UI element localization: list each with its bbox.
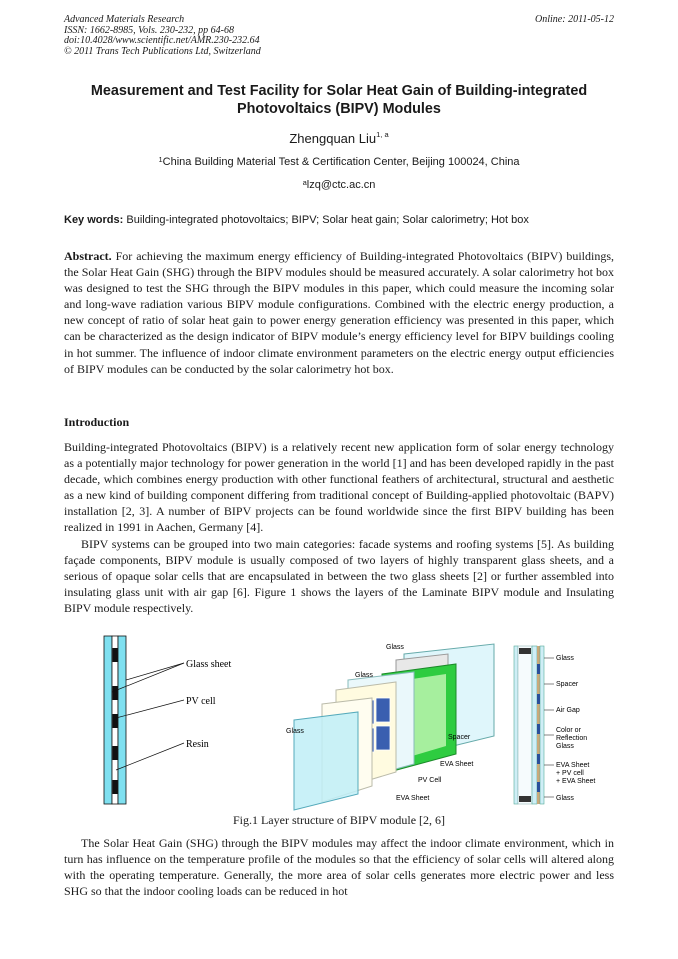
right-label-color-3: Glass <box>556 743 574 750</box>
mid-label-glass-left: Glass <box>286 728 304 735</box>
journal-header <box>64 15 261 57</box>
title-line-2: Photovoltaics (BIPV) Modules <box>237 101 441 117</box>
right-label-color-1: Color or <box>556 727 581 734</box>
copyright: © 2011 Trans Tech Publications Ltd, Switzerland <box>64 45 261 57</box>
affiliation-sup: 1 <box>158 155 163 164</box>
right-label-glass-bottom: Glass <box>556 795 574 802</box>
issn: ISSN: 1662-8985, Vols. 230-232, pp 64-68 <box>64 24 234 36</box>
email-sup: a <box>302 178 307 187</box>
mid-label-glass-top: Glass <box>386 644 404 651</box>
insulating-cross-section <box>514 646 554 804</box>
right-label-eva-3: + EVA Sheet <box>556 778 596 785</box>
right-label-eva-1: EVA Sheet <box>556 762 590 769</box>
mid-label-pv-cell: PV Cell <box>418 777 442 784</box>
mid-label-eva-1: EVA Sheet <box>440 761 474 768</box>
intro-paragraph-2: BIPV systems can be grouped into two main categories: facade systems and roofing systems [5]. As building façade components, BIPV module is usually composed of two layers of highly transparent glass sheets, and a serious of opaque solar cells that are encapsulated in between the two glass sheets [2] or further assembled into insulating glass unit with air gap [6]. Figure 1 shows the layers of the Laminate BIPV module and Insulating BIPV module respectively. <box>64 536 614 615</box>
email[interactable]: lzq@ctc.ac.cn <box>306 179 376 191</box>
keywords <box>64 214 624 226</box>
label-resin: Resin <box>186 739 209 750</box>
abstract <box>64 248 614 377</box>
affiliation <box>40 156 638 168</box>
introduction-body <box>64 439 614 616</box>
intro-paragraph-3: The Solar Heat Gain (SHG) through the BIPV modules may affect the indoor climate environment, which in turn has influence on the temperature profile of the modules so that the efficiency of solar cells will altered along with the operating temperature. Generally, the more area of solar cells generates more electric power and less SHG so that the indoor cooling loads can be reduced in hot <box>64 836 614 899</box>
online-date: Online: 2011-05-12 <box>535 14 614 25</box>
figure-1 <box>96 634 616 814</box>
paper-title <box>40 82 638 118</box>
right-label-spacer: Spacer <box>556 681 579 688</box>
laminate-cross-section <box>104 636 184 804</box>
right-label-air-gap: Air Gap <box>556 707 580 714</box>
section-heading-introduction: Introduction <box>64 415 130 429</box>
abstract-text: For achieving the maximum energy efficiency of Building-integrated Photovoltaics (BIPV) buildings, the Solar Heat Gain (SHG) through the BIPV modules should be measured accurately. A solar calorimetry hot box was designed to test the SHG through the BIPV modules in this paper, which could measure the incoming solar and long-wave radiation various BIPV module configurations. Combined with the electric energy production, a new concept of ratio of solar heat gain to power energy generation efficiency was presented in this paper, which can be characterized as the design indicator of BIPV module’s energy efficiency level for BIPV buildings cooling in hot summer. The influence of indoor climate environment parameters on the electric energy output efficiencies of BIPV modules can be conducted by the solar calorimetry hot box. <box>64 249 614 376</box>
right-label-glass-top: Glass <box>556 655 574 662</box>
affiliation-text: China Building Material Test & Certification Center, Beijing 100024, China <box>162 156 520 168</box>
figure-caption: Fig.1 Layer structure of BIPV module [2, 6] <box>232 813 446 827</box>
email-line <box>40 179 638 191</box>
right-label-color-2: Reflection <box>556 735 588 742</box>
intro-continuation <box>64 835 614 899</box>
label-pv-cell: PV cell <box>186 696 216 707</box>
doi: doi:10.4028/www.scientific.net/AMR.230-232.64 <box>64 35 260 46</box>
figure-1-graphic <box>96 634 616 814</box>
mid-label-glass-mid: Glass <box>355 672 373 679</box>
intro-paragraph-1: Building-integrated Photovoltaics (BIPV) is a relatively recent new application form of solar energy technology as a potentially major technology for power generation in the world [1] and has been developed rapidly in the past decade, which combines energy production with other functional feathers of architectural, structural and aesthetic as a new kind of building component differing from traditional concept of Building-applied photovoltaic (BAPV) installation [2, 3]. A number of BIPV projects can be found worldwide since the first BIPV building has been realized in 1991 in Aachen, Germany [4]. <box>64 440 614 535</box>
mid-label-spacer: Spacer <box>448 734 471 741</box>
exploded-module <box>294 644 494 810</box>
keywords-label: Key words: <box>64 214 124 226</box>
mid-label-eva-2: EVA Sheet <box>396 795 430 802</box>
keywords-text: Building-integrated photovoltaics; BIPV; Solar heat gain; Solar calorimetry; Hot box <box>126 214 529 226</box>
label-glass-sheet: Glass sheet <box>186 659 232 670</box>
title-line-1: Measurement and Test Facility for Solar Heat Gain of Building-integrated <box>90 83 588 99</box>
right-label-eva-2: + PV cell <box>556 770 584 777</box>
author <box>40 131 638 146</box>
author-name: Zhengquan Liu <box>289 131 377 146</box>
journal-name: Advanced Materials Research <box>64 14 185 25</box>
author-sup: 1, a <box>376 130 389 139</box>
abstract-label: Abstract. <box>64 249 112 263</box>
